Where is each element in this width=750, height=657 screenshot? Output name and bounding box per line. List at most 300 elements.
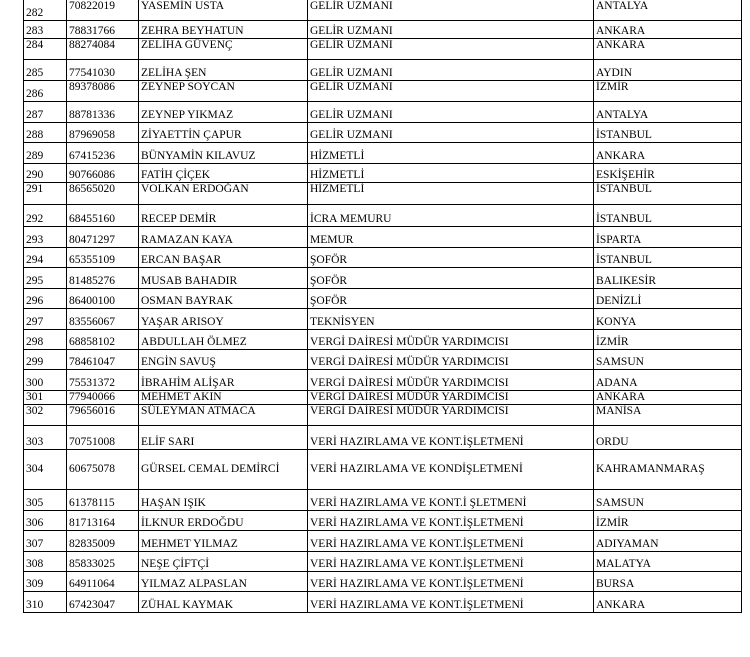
table-row: [23, 531, 742, 552]
row-number-cell: [23, 102, 66, 122]
id-number: 82835009: [69, 538, 115, 550]
table-row: [23, 164, 742, 183]
city: BALIKESİR: [596, 275, 657, 287]
full-name: HAŞAN IŞIK: [141, 497, 206, 509]
job-title: GELİR UZMANI: [310, 0, 393, 12]
id-cell: [66, 552, 138, 571]
name-cell: [138, 164, 307, 182]
city: İZMİR: [596, 336, 629, 348]
id-cell: [66, 205, 138, 226]
name-cell: [138, 572, 307, 591]
row-number: 282: [26, 7, 44, 19]
table-row: [23, 309, 742, 330]
row-number: 290: [26, 169, 44, 181]
row-number: 307: [26, 538, 44, 550]
job-title: VERGİ DAİRESİ MÜDÜR YARDIMCISI: [310, 356, 509, 368]
row-number: 294: [26, 254, 44, 266]
title-cell: [307, 268, 593, 288]
id-cell: [66, 21, 138, 38]
row-number: 296: [26, 295, 44, 307]
title-cell: [307, 21, 593, 38]
table-row: [23, 289, 742, 309]
full-name: RAMAZAN KAYA: [141, 234, 233, 246]
table-row: [23, 450, 742, 490]
full-name: FATİH ÇİÇEK: [141, 169, 211, 181]
title-cell: [307, 143, 593, 163]
job-title: VERİ HAZIRLAMA VE KONT.İŞLETMENİ: [310, 436, 524, 448]
id-number: 78461047: [69, 356, 115, 368]
row-number: 295: [26, 275, 44, 287]
id-number: 60675078: [69, 463, 115, 475]
id-number: 87969058: [69, 129, 115, 141]
id-number: 65355109: [69, 254, 115, 266]
row-number-cell: [23, 330, 66, 349]
name-cell: [138, 268, 307, 288]
full-name: ENGİN SAVUŞ: [141, 356, 216, 368]
table-row: [23, 511, 742, 531]
id-cell: [66, 60, 138, 80]
full-name: YASEMİN USTA: [141, 0, 225, 12]
city: ANKARA: [596, 39, 646, 51]
job-title: GELİR UZMANI: [310, 109, 393, 121]
row-number: 310: [26, 599, 44, 611]
id-number: 77541030: [69, 67, 115, 79]
title-cell: [307, 0, 593, 20]
row-number-cell: [23, 426, 66, 449]
table-row: [23, 490, 742, 511]
city: DENİZLİ: [596, 295, 642, 307]
table-row: [23, 391, 742, 405]
row-number-cell: [23, 0, 66, 20]
row-number: 283: [26, 25, 44, 37]
job-title: HİZMETLİ: [310, 150, 365, 162]
job-title: GELİR UZMANI: [310, 67, 393, 79]
title-cell: [307, 426, 593, 449]
full-name: NEŞE ÇİFTÇİ: [141, 558, 210, 570]
row-number-cell: [23, 370, 66, 390]
name-cell: [138, 21, 307, 38]
job-title: VERİ HAZIRLAMA VE KONT.İŞLETMENİ: [310, 538, 524, 550]
id-number: 88781336: [69, 109, 115, 121]
city: ESKİŞEHİR: [596, 169, 655, 181]
id-number: 75531372: [69, 377, 115, 389]
table-row: [23, 227, 742, 248]
row-number-cell: [23, 309, 66, 329]
row-number-cell: [23, 405, 66, 425]
title-cell: [307, 531, 593, 551]
table-row: [23, 39, 742, 60]
id-cell: [66, 123, 138, 142]
full-name: ERCAN BAŞAR: [141, 254, 222, 266]
row-number-cell: [23, 21, 66, 38]
job-title: VERİ HAZIRLAMA VE KONT.İ ŞLETMENİ: [310, 497, 527, 509]
id-number: 68455160: [69, 213, 115, 225]
full-name: ZELİHA ŞEN: [141, 67, 207, 79]
id-number: 90766086: [69, 169, 115, 181]
table-row: [23, 426, 742, 450]
title-cell: [307, 81, 593, 101]
table-row: [23, 248, 742, 268]
name-cell: [138, 490, 307, 510]
full-name: OSMAN BAYRAK: [141, 295, 233, 307]
title-cell: [307, 205, 593, 226]
row-number: 284: [26, 39, 44, 51]
city: AYDIN: [596, 67, 632, 79]
job-title: VERGİ DAİRESİ MÜDÜR YARDIMCISI: [310, 377, 509, 389]
city-cell: [593, 21, 742, 38]
city: SAMSUN: [596, 497, 644, 509]
city: İSTANBUL: [596, 183, 652, 195]
full-name: ELİF SARI: [141, 436, 195, 448]
city: ANTALYA: [596, 109, 649, 121]
job-title: ŞOFÖR: [310, 295, 348, 307]
title-cell: [307, 164, 593, 182]
id-cell: [66, 426, 138, 449]
row-number-cell: [23, 81, 66, 101]
title-cell: [307, 289, 593, 308]
id-cell: [66, 330, 138, 349]
name-cell: [138, 330, 307, 349]
id-number: 86400100: [69, 295, 115, 307]
row-number-cell: [23, 123, 66, 142]
job-title: ŞOFÖR: [310, 254, 348, 266]
title-cell: [307, 572, 593, 591]
city-cell: [593, 60, 742, 80]
city: ANTALYA: [596, 0, 649, 12]
row-number-cell: [23, 490, 66, 510]
title-cell: [307, 248, 593, 267]
job-title: VERİ HAZIRLAMA VE KONT.İŞLETMENİ: [310, 558, 524, 570]
row-number-cell: [23, 268, 66, 288]
id-cell: [66, 572, 138, 591]
row-number-cell: [23, 164, 66, 182]
job-title: MEMUR: [310, 234, 354, 246]
city-cell: [593, 426, 742, 449]
row-number: 305: [26, 497, 44, 509]
id-number: 67423047: [69, 599, 115, 611]
full-name: ZÜHAL KAYMAK: [141, 599, 234, 611]
name-cell: [138, 143, 307, 163]
id-cell: [66, 370, 138, 390]
row-number-cell: [23, 60, 66, 80]
job-title: VERİ HAZIRLAMA VE KONT.İŞLETMENİ: [310, 578, 524, 590]
city: İSPARTA: [596, 234, 642, 246]
city: ANKARA: [596, 150, 646, 162]
table-row: [23, 572, 742, 592]
city: MALATYA: [596, 558, 651, 570]
title-cell: [307, 350, 593, 369]
job-title: VERGİ DAİRESİ MÜDÜR YARDIMCISI: [310, 336, 509, 348]
id-cell: [66, 391, 138, 404]
name-cell: [138, 405, 307, 425]
table-row: [23, 205, 742, 227]
row-number: 292: [26, 213, 44, 225]
row-number: 306: [26, 517, 44, 529]
table-row: [23, 370, 742, 391]
city: İSTANBUL: [596, 213, 652, 225]
id-number: 67415236: [69, 150, 115, 162]
id-number: 68858102: [69, 336, 115, 348]
city-cell: [593, 490, 742, 510]
row-number-cell: [23, 572, 66, 591]
title-cell: [307, 183, 593, 204]
city-cell: [593, 248, 742, 267]
city-cell: [593, 370, 742, 390]
id-cell: [66, 143, 138, 163]
job-title: GELİR UZMANI: [310, 25, 393, 37]
name-cell: [138, 0, 307, 20]
city: ADIYAMAN: [596, 538, 659, 550]
city-cell: [593, 350, 742, 369]
city-cell: [593, 592, 742, 612]
id-number: 77940066: [69, 391, 115, 403]
id-number: 78831766: [69, 25, 115, 37]
id-number: 89378086: [69, 81, 115, 93]
id-cell: [66, 405, 138, 425]
city: İZMİR: [596, 517, 629, 529]
table-row: [23, 0, 742, 21]
job-title: HİZMETLİ: [310, 169, 365, 181]
job-title: VERİ HAZIRLAMA VE KONDİŞLETMENİ: [310, 463, 523, 475]
full-name: MEHMET YILMAZ: [141, 538, 238, 550]
row-number: 291: [26, 183, 44, 195]
city-cell: [593, 511, 742, 530]
name-cell: [138, 592, 307, 612]
row-number: 285: [26, 67, 44, 79]
table-row: [23, 183, 742, 205]
table-row: [23, 350, 742, 370]
name-cell: [138, 450, 307, 489]
row-number-cell: [23, 391, 66, 404]
id-number: 85833025: [69, 558, 115, 570]
full-name: RECEP DEMİR: [141, 213, 217, 225]
city-cell: [593, 552, 742, 571]
row-number: 288: [26, 129, 44, 141]
row-number: 302: [26, 405, 44, 417]
row-number: 287: [26, 109, 44, 121]
id-number: 64911064: [69, 578, 115, 590]
id-cell: [66, 450, 138, 489]
name-cell: [138, 370, 307, 390]
name-cell: [138, 552, 307, 571]
table-row: [23, 21, 742, 39]
full-name: İBRAHİM ALİŞAR: [141, 377, 235, 389]
city: ANKARA: [596, 599, 646, 611]
city: ANKARA: [596, 25, 646, 37]
name-cell: [138, 426, 307, 449]
id-number: 61378115: [69, 497, 115, 509]
id-cell: [66, 183, 138, 204]
row-number: 297: [26, 316, 44, 328]
name-cell: [138, 248, 307, 267]
city-cell: [593, 81, 742, 101]
title-cell: [307, 39, 593, 59]
row-number: 300: [26, 377, 44, 389]
city: İSTANBUL: [596, 254, 652, 266]
title-cell: [307, 405, 593, 425]
city-cell: [593, 309, 742, 329]
row-number-cell: [23, 39, 66, 59]
row-number: 303: [26, 436, 44, 448]
id-number: 86565020: [69, 183, 115, 195]
id-cell: [66, 490, 138, 510]
id-cell: [66, 268, 138, 288]
row-number-cell: [23, 143, 66, 163]
city: ORDU: [596, 436, 629, 448]
row-number-cell: [23, 227, 66, 247]
row-number: 298: [26, 336, 44, 348]
job-title: HİZMETLİ: [310, 183, 365, 195]
city: İSTANBUL: [596, 129, 652, 141]
job-title: TEKNİSYEN: [310, 316, 375, 328]
city: KONYA: [596, 316, 637, 328]
full-name: ABDULLAH ÖLMEZ: [141, 336, 247, 348]
row-number: 301: [26, 391, 44, 403]
job-title: VERGİ DAİRESİ MÜDÜR YARDIMCISI: [310, 405, 509, 417]
city-cell: [593, 102, 742, 122]
title-cell: [307, 309, 593, 329]
full-name: MUSAB BAHADIR: [141, 275, 238, 287]
id-cell: [66, 350, 138, 369]
row-number-cell: [23, 183, 66, 204]
id-number: 81485276: [69, 275, 115, 287]
id-number: 88274084: [69, 39, 115, 51]
title-cell: [307, 330, 593, 349]
name-cell: [138, 511, 307, 530]
table-row: [23, 268, 742, 289]
full-name: ZEHRA BEYHATUN: [141, 25, 244, 37]
title-cell: [307, 490, 593, 510]
table-row: [23, 81, 742, 102]
name-cell: [138, 227, 307, 247]
name-cell: [138, 309, 307, 329]
job-title: ŞOFÖR: [310, 275, 348, 287]
title-cell: [307, 511, 593, 530]
row-number-cell: [23, 289, 66, 308]
title-cell: [307, 450, 593, 489]
city-cell: [593, 164, 742, 182]
name-cell: [138, 350, 307, 369]
name-cell: [138, 60, 307, 80]
city: ADANA: [596, 377, 638, 389]
job-title: GELİR UZMANI: [310, 39, 393, 51]
table-row: [23, 552, 742, 572]
row-number-cell: [23, 511, 66, 530]
title-cell: [307, 227, 593, 247]
city-cell: [593, 405, 742, 425]
id-number: 83556067: [69, 316, 115, 328]
table-row: [23, 405, 742, 426]
city-cell: [593, 330, 742, 349]
city: ANKARA: [596, 391, 646, 403]
full-name: ZEYNEP YIKMAZ: [141, 109, 234, 121]
row-number: 308: [26, 558, 44, 570]
city: İZMİR: [596, 81, 629, 93]
full-name: VOLKAN ERDOĞAN: [141, 183, 249, 195]
row-number-cell: [23, 592, 66, 612]
row-number-cell: [23, 552, 66, 571]
id-cell: [66, 102, 138, 122]
title-cell: [307, 123, 593, 142]
job-title: GELİR UZMANI: [310, 81, 393, 93]
full-name: BÜNYAMİN KILAVUZ: [141, 150, 256, 162]
row-number-cell: [23, 205, 66, 226]
job-title: VERİ HAZIRLAMA VE KONT.İŞLETMENİ: [310, 599, 524, 611]
city-cell: [593, 531, 742, 551]
id-cell: [66, 164, 138, 182]
full-name: YILMAZ ALPASLAN: [141, 578, 247, 590]
table-row: [23, 60, 742, 81]
city-cell: [593, 143, 742, 163]
id-number: 79656016: [69, 405, 115, 417]
title-cell: [307, 592, 593, 612]
id-cell: [66, 289, 138, 308]
name-cell: [138, 102, 307, 122]
name-cell: [138, 289, 307, 308]
city-cell: [593, 39, 742, 59]
full-name: İLKNUR ERDOĞDU: [141, 517, 244, 529]
title-cell: [307, 370, 593, 390]
title-cell: [307, 102, 593, 122]
id-number: 70822019: [69, 0, 115, 12]
id-cell: [66, 592, 138, 612]
table-row: [23, 123, 742, 143]
title-cell: [307, 552, 593, 571]
city: BURSA: [596, 578, 635, 590]
row-number: 289: [26, 150, 44, 162]
row-number-cell: [23, 450, 66, 489]
full-name: YAŞAR ARISOY: [141, 316, 224, 328]
id-cell: [66, 0, 138, 20]
city-cell: [593, 205, 742, 226]
name-cell: [138, 205, 307, 226]
row-number-cell: [23, 350, 66, 369]
city-cell: [593, 391, 742, 404]
name-cell: [138, 183, 307, 204]
city: KAHRAMANMARAŞ: [596, 463, 705, 475]
id-number: 81713164: [69, 517, 115, 529]
row-number: 309: [26, 578, 44, 590]
full-name: ZEYNEP SOYCAN: [141, 81, 235, 93]
id-cell: [66, 81, 138, 101]
table-row: [23, 143, 742, 164]
full-name: GÜRSEL CEMAL DEMİRCİ: [141, 463, 280, 475]
city-cell: [593, 227, 742, 247]
table-row: [23, 592, 742, 613]
city-cell: [593, 268, 742, 288]
name-cell: [138, 531, 307, 551]
job-title: VERGİ DAİRESİ MÜDÜR YARDIMCISI: [310, 391, 509, 403]
job-title: GELİR UZMANI: [310, 129, 393, 141]
job-title: VERİ HAZIRLAMA VE KONT.İŞLETMENİ: [310, 517, 524, 529]
personnel-table: [23, 0, 742, 613]
row-number: 299: [26, 356, 44, 368]
name-cell: [138, 39, 307, 59]
city: MANİSA: [596, 405, 642, 417]
city-cell: [593, 123, 742, 142]
row-number: 286: [26, 88, 44, 100]
name-cell: [138, 81, 307, 101]
row-number: 304: [26, 463, 44, 475]
city-cell: [593, 0, 742, 20]
id-cell: [66, 248, 138, 267]
city-cell: [593, 289, 742, 308]
full-name: ZİYAETTİN ÇAPUR: [141, 129, 242, 141]
id-cell: [66, 511, 138, 530]
full-name: ZELİHA GÜVENÇ: [141, 39, 233, 51]
city: SAMSUN: [596, 356, 644, 368]
id-cell: [66, 309, 138, 329]
